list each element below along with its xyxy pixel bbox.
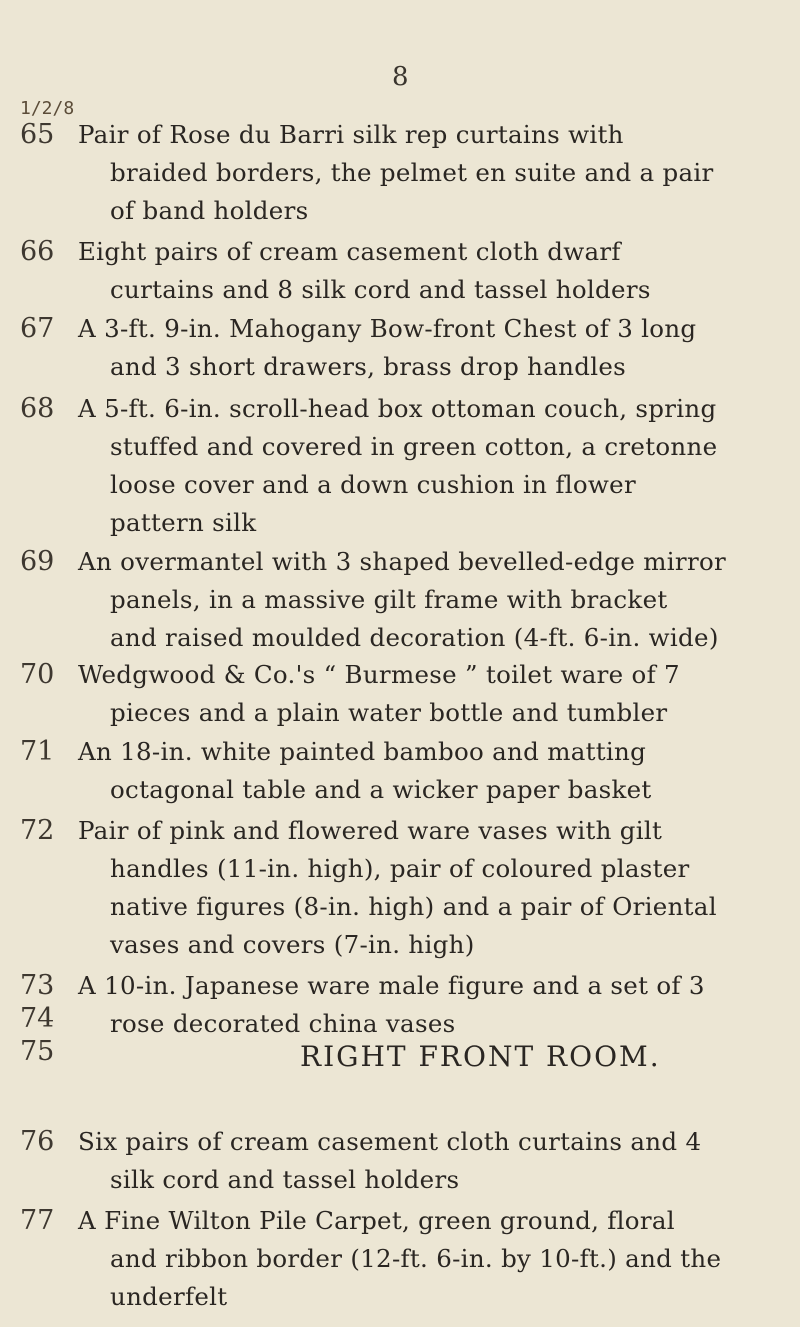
lot-67 bbox=[20, 310, 780, 386]
lot-description-line: and ribbon border (12-ft. 6-in. by 10-ft.) and the bbox=[110, 1244, 722, 1273]
lot-number: 76 bbox=[20, 1126, 55, 1157]
lot-69 bbox=[20, 543, 780, 657]
margin-annotation: 1/2/8 bbox=[20, 98, 75, 119]
lot-description-line: pieces and a plain water bottle and tumbler bbox=[110, 698, 668, 727]
lot-77 bbox=[20, 1202, 780, 1316]
lot-72 bbox=[20, 812, 780, 964]
lot-66 bbox=[20, 233, 780, 309]
lot-description bbox=[78, 543, 780, 657]
lot-number: 69 bbox=[20, 546, 55, 577]
lot-description-line: curtains and 8 silk cord and tassel holders bbox=[110, 275, 651, 304]
lot-description-line: Pair of Rose du Barri silk rep curtains with bbox=[78, 120, 624, 149]
lot-number: 70 bbox=[20, 659, 55, 690]
lot-description-line: underfelt bbox=[110, 1282, 228, 1311]
lot-description-line: silk cord and tassel holders bbox=[110, 1165, 460, 1194]
lot-description-line: rose decorated china vases bbox=[110, 1009, 456, 1038]
lot-description bbox=[78, 233, 780, 309]
lot-number: 74 bbox=[20, 1003, 55, 1034]
lot-number: 73 bbox=[20, 970, 55, 1001]
lot-description-line: Pair of pink and flowered ware vases with gilt bbox=[78, 816, 663, 845]
page-number: 8 bbox=[392, 62, 409, 92]
lot-description-line: handles (11-in. high), pair of coloured plaster bbox=[110, 854, 690, 883]
lot-description-line: Wedgwood & Co.'s “ Burmese ” toilet ware of 7 bbox=[78, 660, 680, 689]
lot-description bbox=[78, 310, 780, 386]
lot-description bbox=[78, 116, 780, 230]
section-heading: RIGHT FRONT ROOM. bbox=[300, 1040, 661, 1073]
lot-description-line: panels, in a massive gilt frame with bracket bbox=[110, 585, 668, 614]
lot-description-line: and 3 short drawers, brass drop handles bbox=[110, 352, 627, 381]
lot-description bbox=[78, 812, 780, 964]
lot-description-line: octagonal table and a wicker paper basket bbox=[110, 775, 652, 804]
lot-description-line: of band holders bbox=[110, 196, 309, 225]
lot-description-line: A Fine Wilton Pile Carpet, green ground, floral bbox=[78, 1206, 675, 1235]
lot-description-line: braided borders, the pelmet en suite and a pair bbox=[110, 158, 714, 187]
lot-number: 75 bbox=[20, 1036, 55, 1067]
lot-number: 71 bbox=[20, 736, 55, 767]
lot-number: 72 bbox=[20, 815, 55, 846]
lot-description-line: native figures (8-in. high) and a pair of Oriental bbox=[110, 892, 717, 921]
lot-number: 68 bbox=[20, 393, 55, 424]
lot-76 bbox=[20, 1123, 780, 1199]
lot-description bbox=[78, 1123, 780, 1199]
lot-description-line: and raised moulded decoration (4-ft. 6-in. wide) bbox=[110, 623, 719, 652]
lot-description bbox=[78, 1202, 780, 1316]
lot-description-line: loose cover and a down cushion in flower bbox=[110, 470, 636, 499]
lot-70 bbox=[20, 656, 780, 732]
lot-description-line: A 5-ft. 6-in. scroll-head box ottoman couch, spring bbox=[78, 394, 717, 423]
lot-description bbox=[78, 733, 780, 809]
lot-description-line: An 18-in. white painted bamboo and matting bbox=[78, 737, 647, 766]
lot-number: 66 bbox=[20, 236, 55, 267]
lot-description-line: An overmantel with 3 shaped bevelled-edge mirror bbox=[78, 547, 727, 576]
lot-71 bbox=[20, 733, 780, 809]
lot-number: 77 bbox=[20, 1205, 55, 1236]
lot-description bbox=[78, 656, 780, 732]
lot-description bbox=[78, 390, 780, 542]
lot-description-line: A 3-ft. 9-in. Mahogany Bow-front Chest of 3 long bbox=[78, 314, 697, 343]
lot-description-line: Eight pairs of cream casement cloth dwarf bbox=[78, 237, 621, 266]
lot-description-line: pattern silk bbox=[110, 508, 257, 537]
lot-description-line: Six pairs of cream casement cloth curtains and 4 bbox=[78, 1127, 702, 1156]
lot-68 bbox=[20, 390, 780, 542]
lot-number: 67 bbox=[20, 313, 55, 344]
lot-description-line: vases and covers (7-in. high) bbox=[110, 930, 475, 959]
lot-number: 65 bbox=[20, 119, 55, 150]
lot-description-line: stuffed and covered in green cotton, a cretonne bbox=[110, 432, 718, 461]
lot-description-line: A 10-in. Japanese ware male figure and a set of 3 bbox=[78, 971, 705, 1000]
lot-65 bbox=[20, 116, 780, 230]
